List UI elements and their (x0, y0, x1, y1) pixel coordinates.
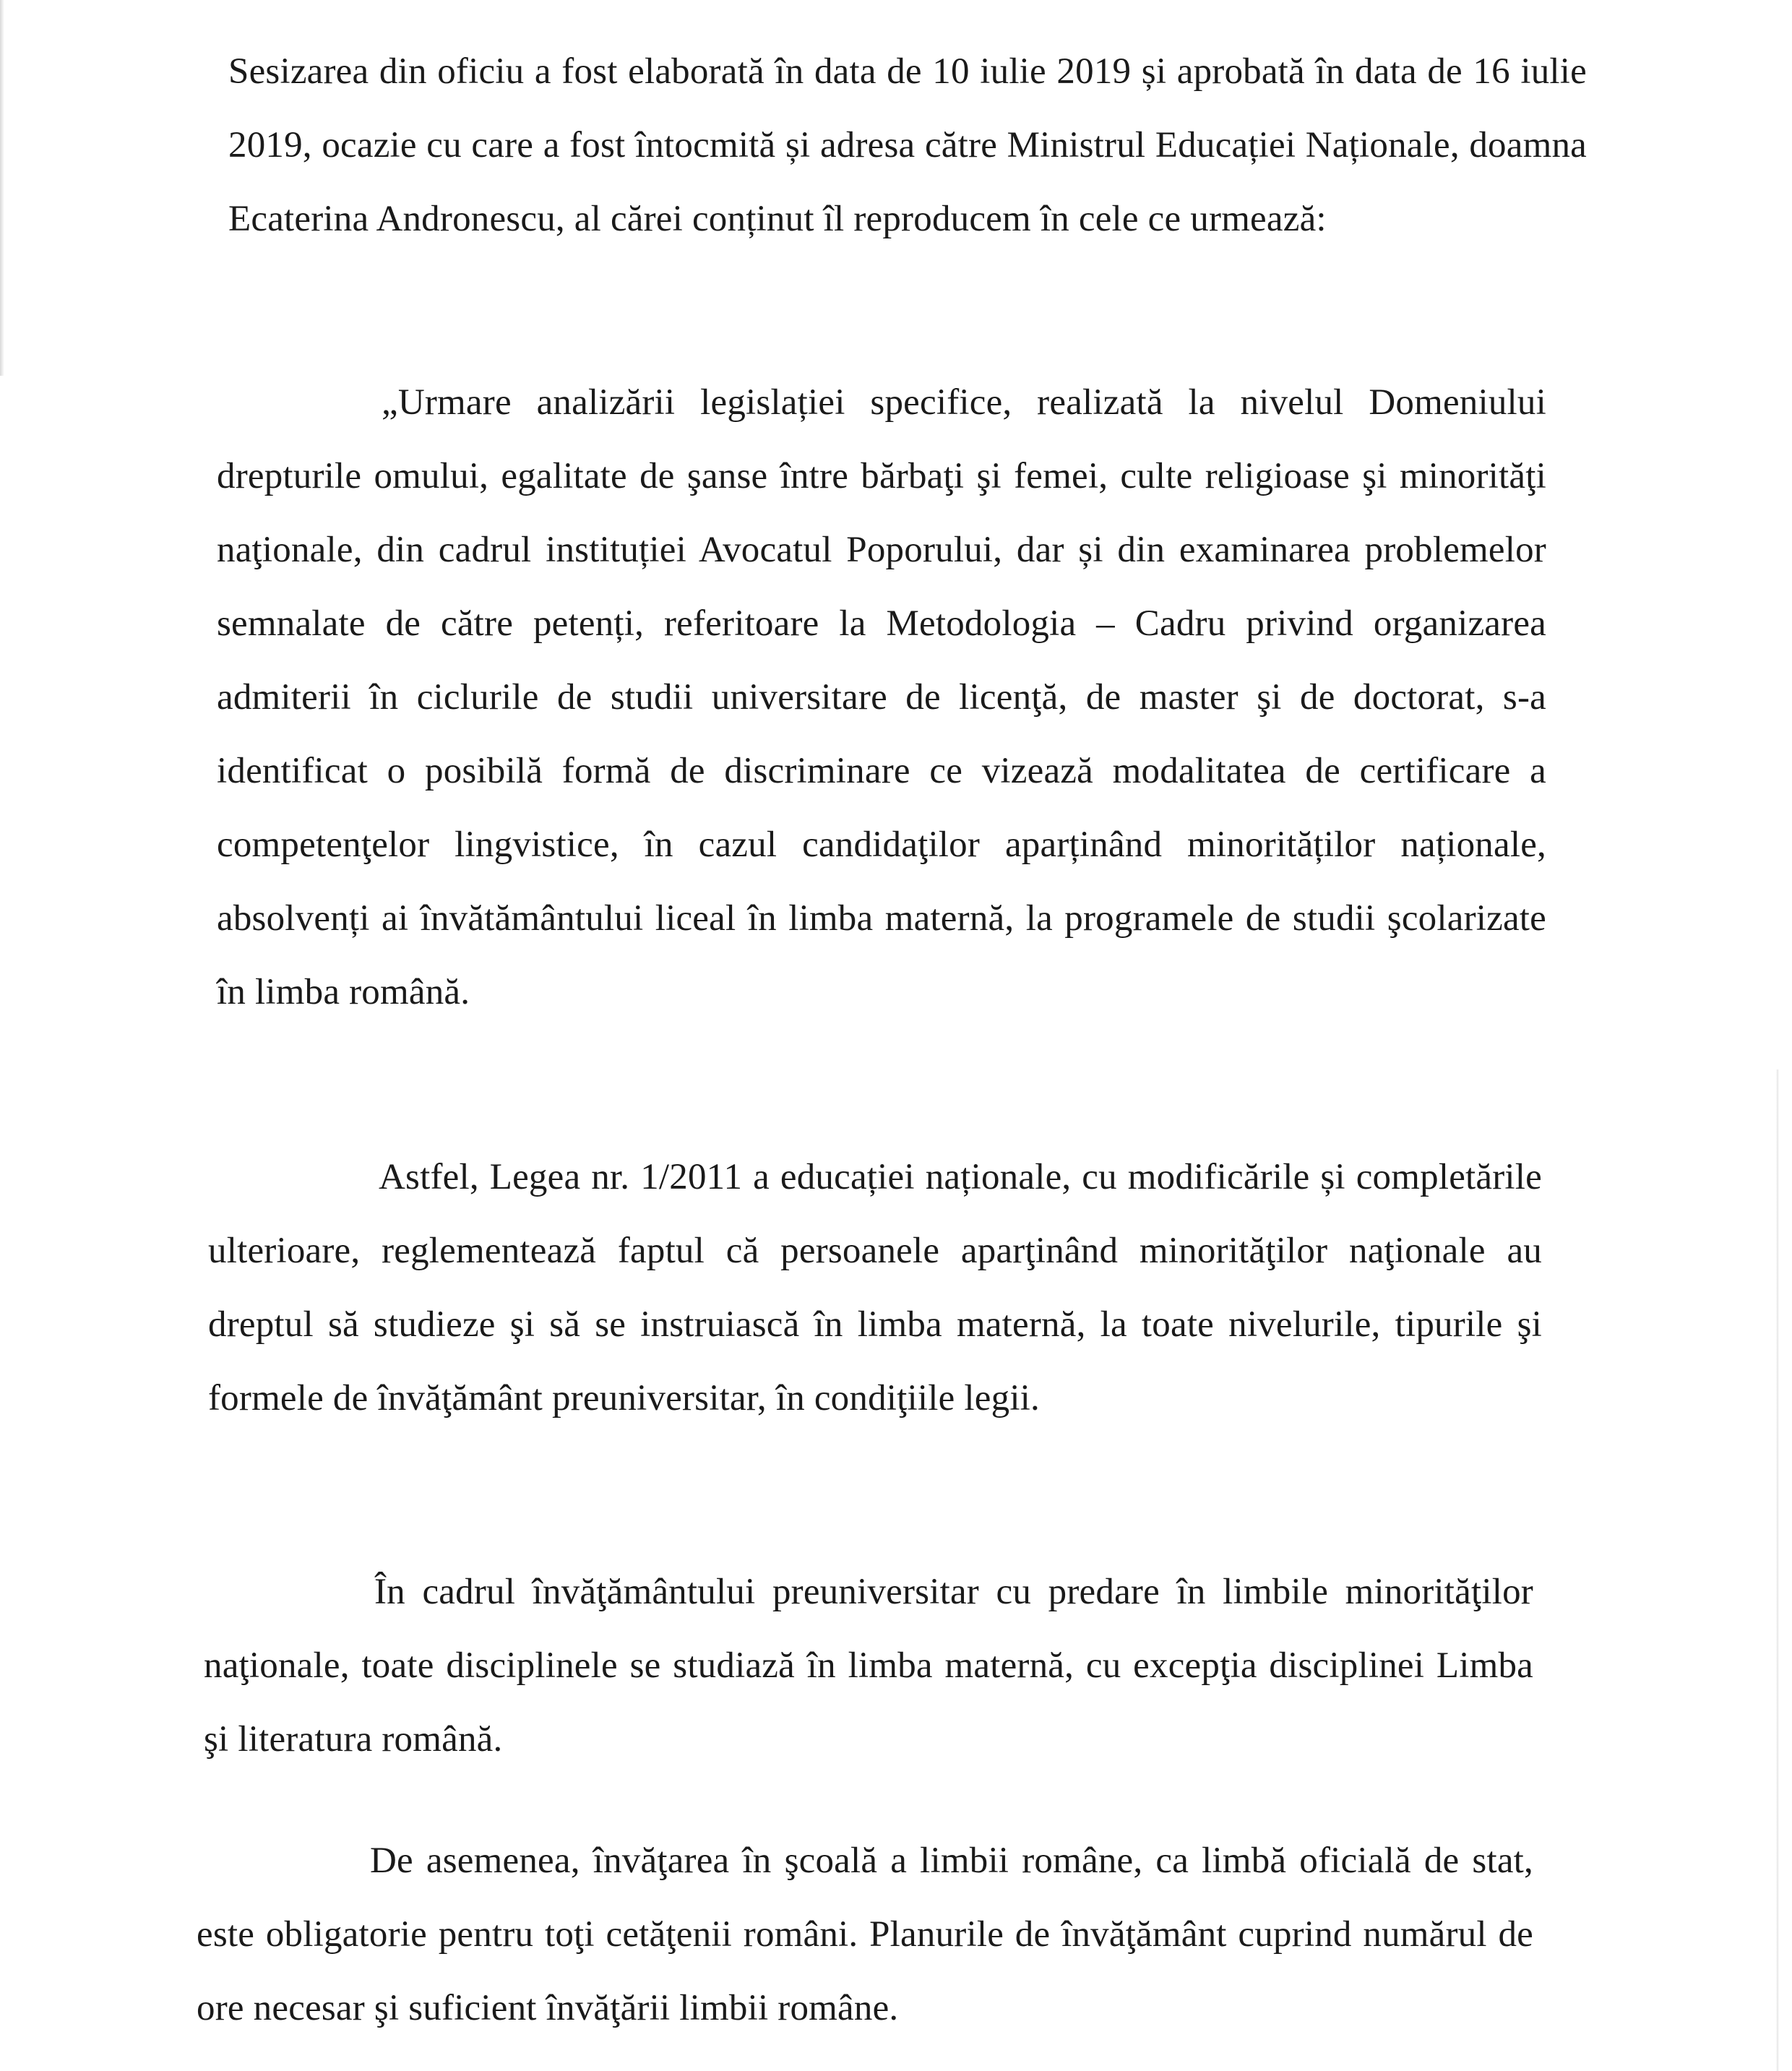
scan-edge-right (1776, 1069, 1779, 2071)
paragraph-romanian-language: De asemenea, învăţarea în şcoală a limbii române, ca limbă oficială de stat, este obligatorie pentru toţi cetăţenii români. Planurile de învăţământ cuprind numărul de ore necesar şi suficient învăţării limbii române. (197, 1840, 1533, 2028)
paragraph-intro: Sesizarea din oficiu a fost elaborată în data de 10 iulie 2019 și aprobată în data de 16 iulie 2019, ocazie cu care a fost întocmită și adresa către Ministrul Educației Naționale, doamna Ecaterina Andronescu, al cărei conținut îl reproducem în cele ce urmează: (228, 51, 1587, 239)
scan-edge-left (0, 0, 4, 376)
paragraph-quoted-address: „Urmare analizării legislației specifice, realizată la nivelul Domeniului drepturile omului, egalitate de şanse între bărbaţi şi femei, culte religioase şi minorităţi naţionale, din cadrul instituției Avocatul Poporului, dar și din examinarea problemelor semnalate de către petenți, referitoare la Metodologia – Cadru privind organizarea admiterii în ciclurile de studii universitare de licenţă, de master şi de doctorat, s-a identificat o posibilă formă de discriminare ce vizează modalitatea de certificare a competenţelor lingvistice, în cazul candidaţilor aparținând minorităților naționale, absolvenți ai învătământului liceal în limba maternă, la programele de studii şcolarizate în limba română. (217, 382, 1546, 1012)
paragraph-legal-basis: Astfel, Legea nr. 1/2011 a educației naționale, cu modificările și completările ulterioare, reglementează faptul că persoanele aparţinând minorităţilor naţionale au dreptul să studieze şi să se instruiască în limba maternă, la toate nivelurile, tipurile şi formele de învăţământ preuniversitar, în condiţiile legii. (208, 1157, 1542, 1418)
paragraph-minority-instruction: În cadrul învăţământului preuniversitar cu predare în limbile minorităţilor naţionale, toate disciplinele se studiază în limba maternă, cu excepţia disciplinei Limba şi literatura română. (204, 1572, 1533, 1760)
